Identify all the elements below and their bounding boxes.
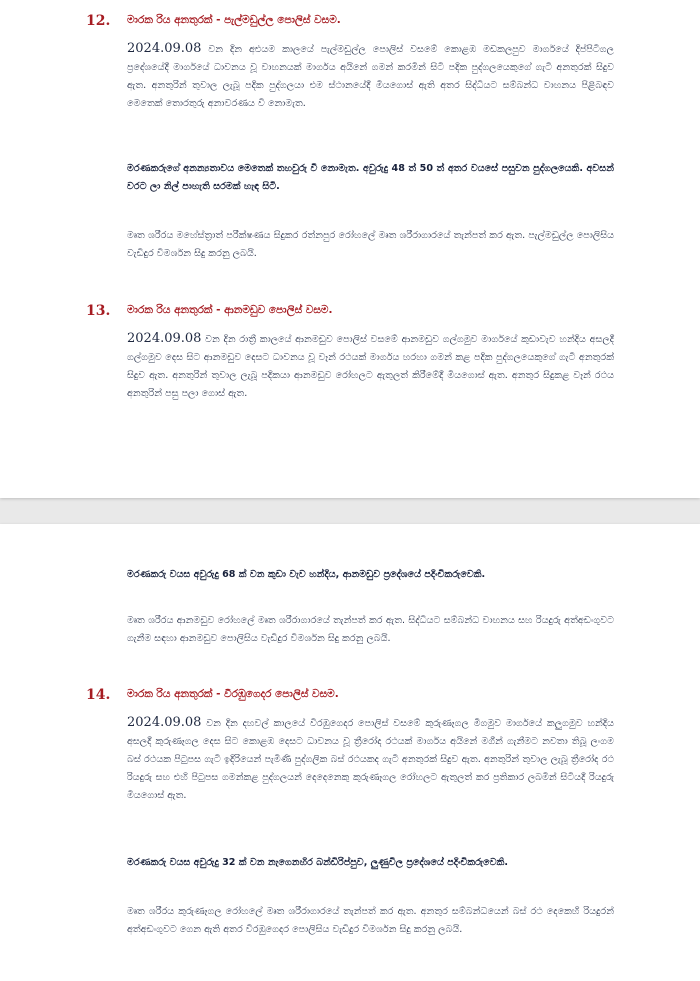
deceased-details: මරණකරු වයස අවුරුදු 68 ක් වන කුඩා වැව හන්දිය, ආනමඩුව ප්‍රදේශයේ පදිංචිකරුවෙකි.: [127, 569, 486, 580]
investigation-note: මෘත ශරීරය කුරුණෑගල රෝහලේ මෘත ශරීරාගාරයේ තැන්පත් කර ඇත. අනතුර සම්බන්ධයෙන් බස් රථ දෙකෙහි රියදුරන් අත්අඩංගුවට ගෙන ඇති අතර වීරඹුගෙදර පොලිසිය වැඩිදුර විමර්ශන සිදු කරනු ලබයි.: [127, 906, 614, 935]
incident-heading: මාරක රිය අනතුරක් - වීරඹුගෙදර පොලිස් වසම.: [127, 688, 339, 700]
incident-description: [127, 330, 614, 403]
incident-heading: මාරක රිය අනතුරක් - පැල්මඩුල්ල පොලිස් වසම.: [127, 14, 341, 26]
incident-description-text: වන දින දහවල් කාලයේ වීරඹුගෙදර පොලිස් වසමේ කුරුණෑගල මීගමුව මාර්ගයේ කලුගමුව හන්දිය අසලදී කුරුණෑගල දෙස සිට කොළඹ දෙසට ධාවනය වූ ත්‍රීරෝද රථයක් මාර්ගය අයිනේ මගීන් ගැනීමට නවතා තිබූ ලංගම බස් රථයක පිටුපස ගැටී ඉදිරියෙන් පැමිණි පුද්ගලික බස් රථයකද ගැටී අනතුරක් සිදුව ඇත. අනතුරින් තුවාල ලැබූ ත්‍රීරෝද රථ රියදුරු සහ එහි පිටුපස ගමන්කළ පුද්ගලයන් දෙදෙනෙකු කුරුණෑගල රෝහලට ඇතුලත් කර ප්‍රතිකාර ලබමින් සිටියදී රියදුරු මියගොස් ඇත.: [127, 718, 614, 801]
investigation-note: මෘත ශරීරය ආනමඩුව රෝහලේ මෘත ශරීරාගාරයේ තැන්පත් කර ඇත. සිද්ධියට සම්බන්ධ වාහනය සහ රියදුරු අත්අඩංගුවට ගැනීම සඳහා ආනමඩුව පොලිසිය වැඩිදුර විමර්ශන සිදු කරනු ලබයි.: [127, 615, 614, 644]
incident-number: 12.: [86, 13, 111, 29]
deceased-details: මරණකරුගේ අනන්‍යතාවය මෙතෙක් තහවුරු වී නොමැත. අවුරුදු 48 ත් 50 ත් අතර වයසේ පසුවන පුද්ගලයෙකි. අවසන් වරට ලා නිල් පාහැති සරමක් හැඳ සිටී.: [127, 163, 614, 192]
incident-description-text: වන දින රාත්‍රී කාලයේ ආනමඩුව පොලිස් වසමේ ආනමඩුව ගල්ගමුව මාර්ගයේ කුඩාවැව හන්දිය අසලදී ගල්ගමුව දෙස සිට ආනමඩුව දෙසට ධාවනය වූ වෑන් රථයක් මාර්ගය හරහා ගමන් කළ පදික පුද්ගලයෙකුගේ ගැටී අනතුරක් සිදුව ඇත. අනතුරින් තුවාල ලැබූ පදිකයා ආනමඩුව රෝහලට ඇතුලත් කිරීමේදී මියගොස් ඇත. අනතුර සිදුකළ වෑන් රථය අනතුරින් පසු පලා ගොස් ඇත.: [127, 334, 614, 399]
incident-number: 14.: [86, 687, 111, 703]
incident-description: [127, 40, 614, 113]
investigation-note: මෘත ශරීරය මහේස්ත්‍රාත් පරීක්ෂණය සිදුකර රත්නපුර රෝහලේ මෘත ශරීරාගාරයේ තැන්පත් කර ඇත. පැල්මඩුල්ල පොලිසිය වැඩිදුර විමර්ශන සිදු කරනු ලබයි.: [127, 230, 614, 259]
incident-date: 2024.09.08: [127, 331, 202, 346]
incident-date: 2024.09.08: [127, 41, 202, 56]
incident-number: 13.: [86, 303, 111, 319]
incident-description: [127, 714, 614, 805]
document-page-2: [0, 524, 700, 981]
incident-description-text: වන දින අළුයම කාලයේ පැල්මඩුල්ල පොලිස් වසමේ කොළඹ මඩකලපුව මාර්ගයේ දිප්පිටිගල ප්‍රදේශයේදී මාර්ගයේ ධාවනය වූ වාහනයක් මාර්ගය අයිනේ ගමන් කරමින් සිටි පදික පුද්ගලයෙකුගේ ගැටී අනතුරක් සිදුව ඇත. අනතුරින් තුවාල ලැබූ පදික පුද්ගලයා එම ස්ථානයේදී මියගොස් ඇති අතර සිද්ධියට සම්බන්ධ වාහනය පිළිබඳව මෙතෙක් තොරතුරු අනාවරණය වී නොමැත.: [127, 44, 614, 109]
incident-heading: මාරක රිය අනතුරක් - ආනමඩුව පොලිස් වසම.: [127, 304, 333, 316]
incident-date: 2024.09.08: [127, 715, 202, 730]
deceased-details: මරණකරු වයස අවුරුදු 32 ක් වන නැගෙනහිර බන්ඩිරිප්පුව, ලුණුවිල ප්‍රදේශයේ පදිංචිකරුවෙකි.: [127, 857, 509, 868]
